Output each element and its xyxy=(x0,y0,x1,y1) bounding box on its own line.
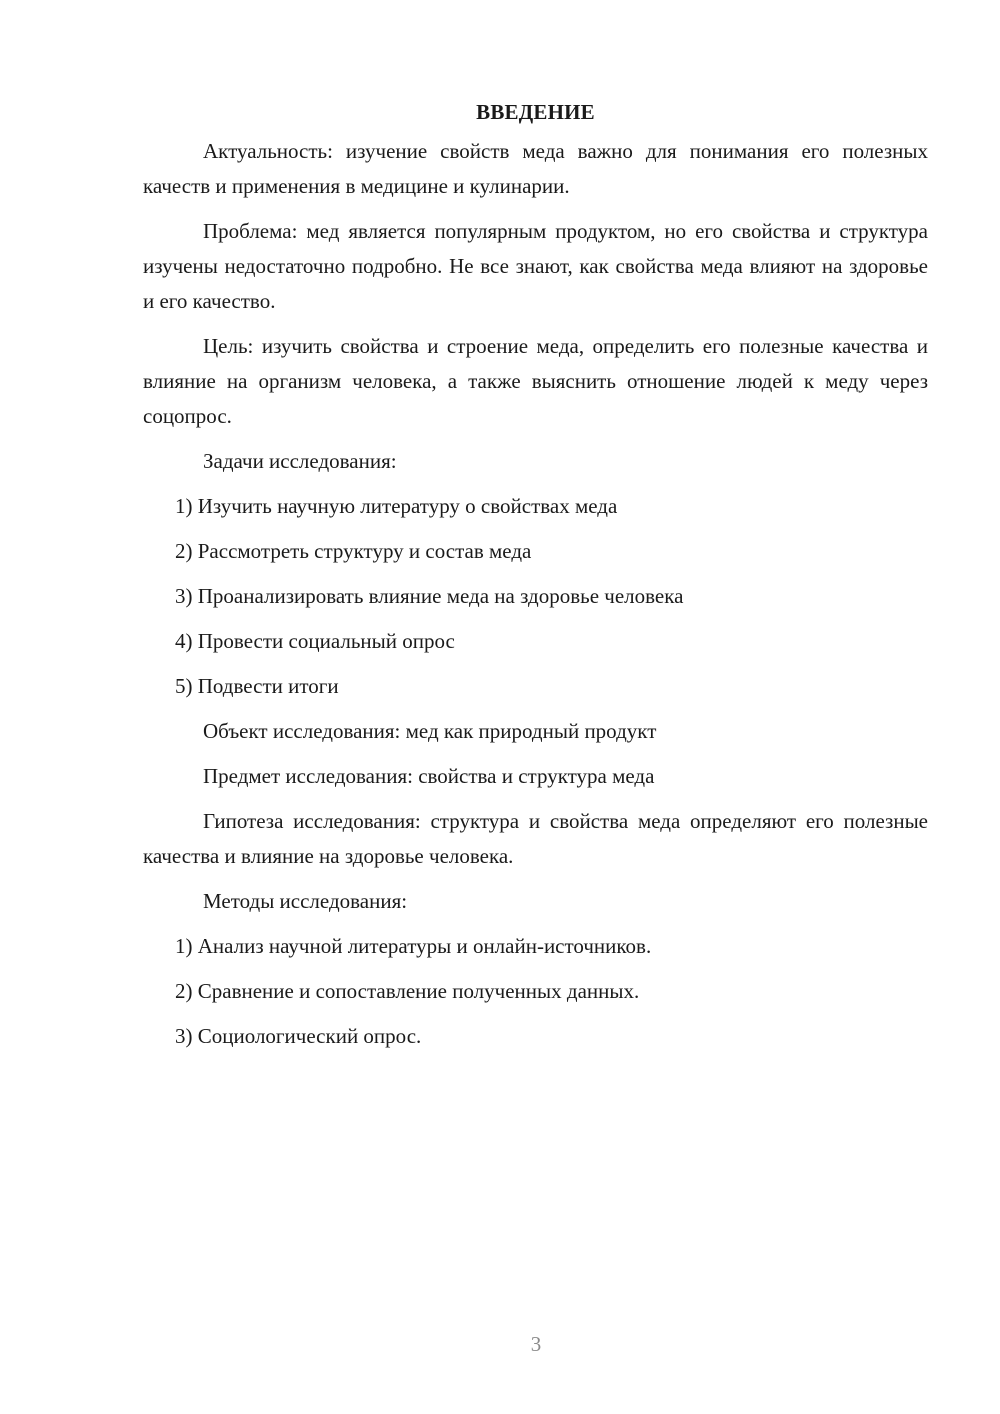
section-title: ВВЕДЕНИЕ xyxy=(476,100,595,124)
tasks-heading: Задачи исследования: xyxy=(203,449,397,473)
method-item: 2) Сравнение и сопоставление полученных данных. xyxy=(175,979,640,1003)
spacer xyxy=(143,434,928,444)
task-item: 2) Рассмотреть структуру и состав меда xyxy=(175,539,532,563)
goal-paragraph: Цель: изучить свойства и строение меда, определить его полезные качества и влияние на организм человека, а также выяснить отношение людей к меду через соцопрос. xyxy=(143,334,928,428)
task-item: 4) Провести социальный опрос xyxy=(175,629,455,653)
spacer xyxy=(143,874,928,884)
methods-heading: Методы исследования: xyxy=(203,889,408,913)
hypothesis-paragraph: Гипотеза исследования: структура и свойства меда определяют его полезные качества и влияние на здоровье человека. xyxy=(143,809,928,868)
relevance-paragraph: Актуальность: изучение свойств меда важно для понимания его полезных качеств и применения в медицине и кулинарии. xyxy=(143,139,928,198)
spacer xyxy=(143,319,928,329)
spacer xyxy=(143,964,928,974)
spacer xyxy=(143,704,928,714)
spacer xyxy=(143,524,928,534)
method-item: 1) Анализ научной литературы и онлайн-источников. xyxy=(175,934,652,958)
page-number: 3 xyxy=(530,1332,542,1356)
spacer xyxy=(143,749,928,759)
spacer xyxy=(143,919,928,929)
task-item: 5) Подвести итоги xyxy=(175,674,339,698)
spacer xyxy=(143,479,928,489)
subject-line: Предмет исследования: свойства и структура меда xyxy=(203,764,655,788)
spacer xyxy=(143,794,928,804)
method-item: 3) Социологический опрос. xyxy=(175,1024,422,1048)
spacer xyxy=(143,569,928,579)
spacer xyxy=(143,204,928,214)
object-line: Объект исследования: мед как природный продукт xyxy=(203,719,657,743)
problem-paragraph: Проблема: мед является популярным продуктом, но его свойства и структура изучены недостаточно подробно. Не все знают, как свойства меда влияют на здоровье и его качество. xyxy=(143,219,928,313)
spacer xyxy=(143,1009,928,1019)
task-item: 3) Проанализировать влияние меда на здоровье человека xyxy=(175,584,684,608)
page-content xyxy=(143,94,928,1054)
spacer xyxy=(143,614,928,624)
task-item: 1) Изучить научную литературу о свойствах меда xyxy=(175,494,618,518)
spacer xyxy=(143,659,928,669)
